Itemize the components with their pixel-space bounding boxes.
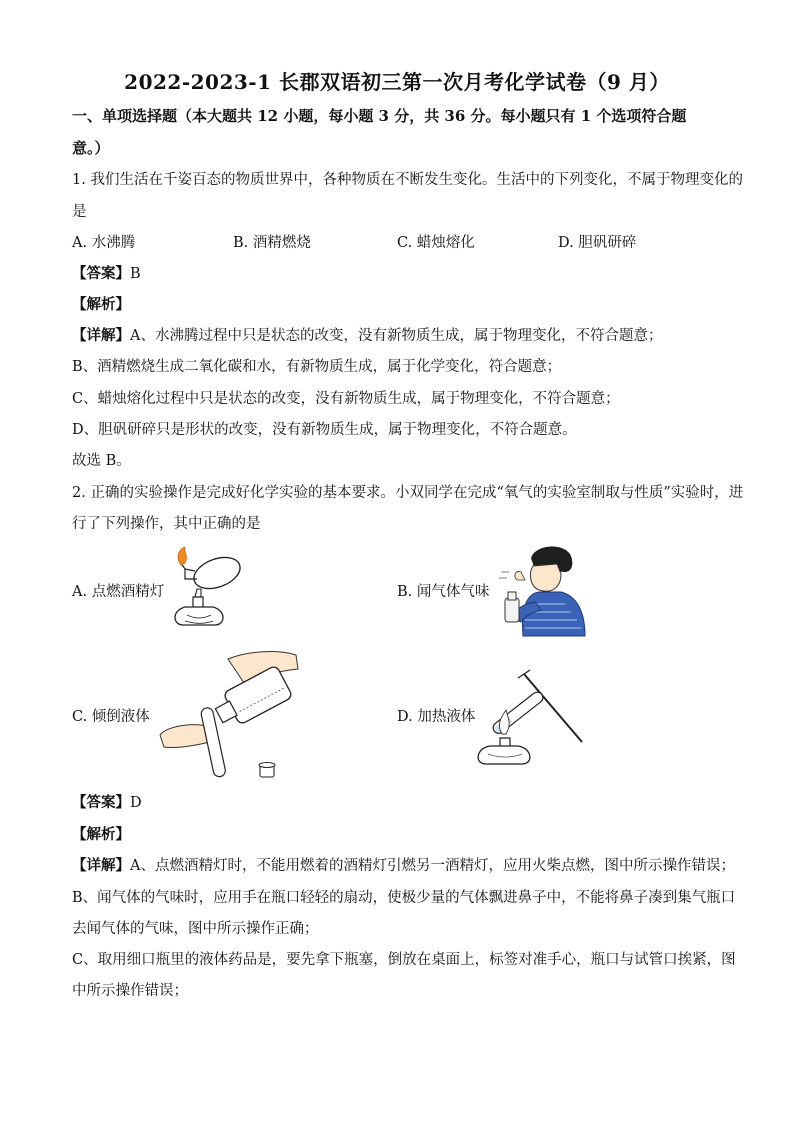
- q2-analysis-tag: 【解析】: [72, 826, 130, 843]
- page-title: 2022-2023-1 长郡双语初三第一次月考化学试卷（9 月）: [124, 70, 670, 94]
- q1-stem-line1: 1. 我们生活在千姿百态的物质世界中，各种物质在不断发生变化。生活中的下列变化，不属于物理变化的: [72, 172, 743, 188]
- q1-answer-tag: 【答案】: [72, 265, 130, 282]
- q1-option-d: D. 胆矾研碎: [558, 235, 637, 251]
- q2-option-b: B. 闻气体气味: [397, 584, 490, 600]
- q2-detail-tag: 【详解】: [72, 857, 130, 874]
- q2-stem-line2: 行了下列操作，其中正确的是: [72, 516, 261, 532]
- q1-option-a: A. 水沸腾: [72, 235, 136, 251]
- section-heading-line1: 一、单项选择题（本大题共 12 小题，每小题 3 分，共 36 分。每小题只有 1 个选项符合题: [72, 107, 687, 125]
- q2-detail-a: A、点燃酒精灯时，不能用燃着的酒精灯引燃另一酒精灯，应用火柴点燃，图中所示操作错误；: [130, 858, 735, 874]
- q1-option-b: B. 酒精燃烧: [233, 235, 311, 251]
- lamp-lighting-illustration: [155, 545, 255, 635]
- section-heading-line2: 意。）: [72, 139, 110, 157]
- q2-detail-b-line1: B、闻气体的气味时，应用手在瓶口轻轻的扇动，使极少量的气体飘进鼻子中，不能将鼻子凑到集气瓶口: [72, 890, 736, 906]
- q2-stem-line1: 2. 正确的实验操作是完成好化学实验的基本要求。小双同学在完成“氧气的实验室制取与性质”实验时，进: [72, 485, 744, 501]
- q1-detail-c: C、蜡烛熔化过程中只是状态的改变，没有新物质生成，属于物理变化，不符合题意；: [72, 391, 620, 407]
- q2-option-c: C. 倾倒液体: [72, 709, 150, 725]
- q2-option-d: D. 加热液体: [397, 709, 476, 725]
- q2-detail-b-line2: 去闻气体的气味，图中所示操作正确；: [72, 921, 319, 937]
- smelling-gas-illustration: [495, 542, 587, 637]
- q2-answer: D: [130, 795, 142, 811]
- q1-stem-line2: 是: [72, 204, 87, 220]
- q1-answer-row: [72, 264, 141, 284]
- q2-answer-tag: 【答案】: [72, 794, 130, 811]
- q2-detail-c-line2: 中所示操作错误；: [72, 983, 188, 999]
- q1-option-c: C. 蜡烛熔化: [397, 235, 475, 251]
- q1-detail-tag: 【详解】: [72, 327, 130, 344]
- q2-option-a: A. 点燃酒精灯: [72, 584, 165, 600]
- pouring-liquid-illustration: [158, 645, 303, 785]
- q1-detail-a-row: [72, 326, 662, 346]
- q1-analysis-tag: 【解析】: [72, 296, 130, 313]
- q1-answer: B: [130, 266, 141, 282]
- q1-detail-b: B、酒精燃烧生成二氧化碳和水，有新物质生成，属于化学变化，符合题意；: [72, 359, 562, 375]
- heating-liquid-illustration: [472, 668, 584, 768]
- q1-detail-a: A、水沸腾过程中只是状态的改变，没有新物质生成，属于物理变化，不符合题意；: [130, 328, 663, 344]
- q1-detail-d: D、胆矾研碎只是形状的改变，没有新物质生成，属于物理变化，不符合题意。: [72, 422, 577, 438]
- q2-detail-c-line1: C、取用细口瓶里的液体药品是，要先拿下瓶塞，倒放在桌面上，标签对准手心，瓶口与试管口挨紧，图: [72, 952, 736, 968]
- q2-detail-a-row: [72, 856, 735, 876]
- q2-answer-row: [72, 793, 142, 813]
- q1-conclusion: 故选 B。: [72, 453, 131, 469]
